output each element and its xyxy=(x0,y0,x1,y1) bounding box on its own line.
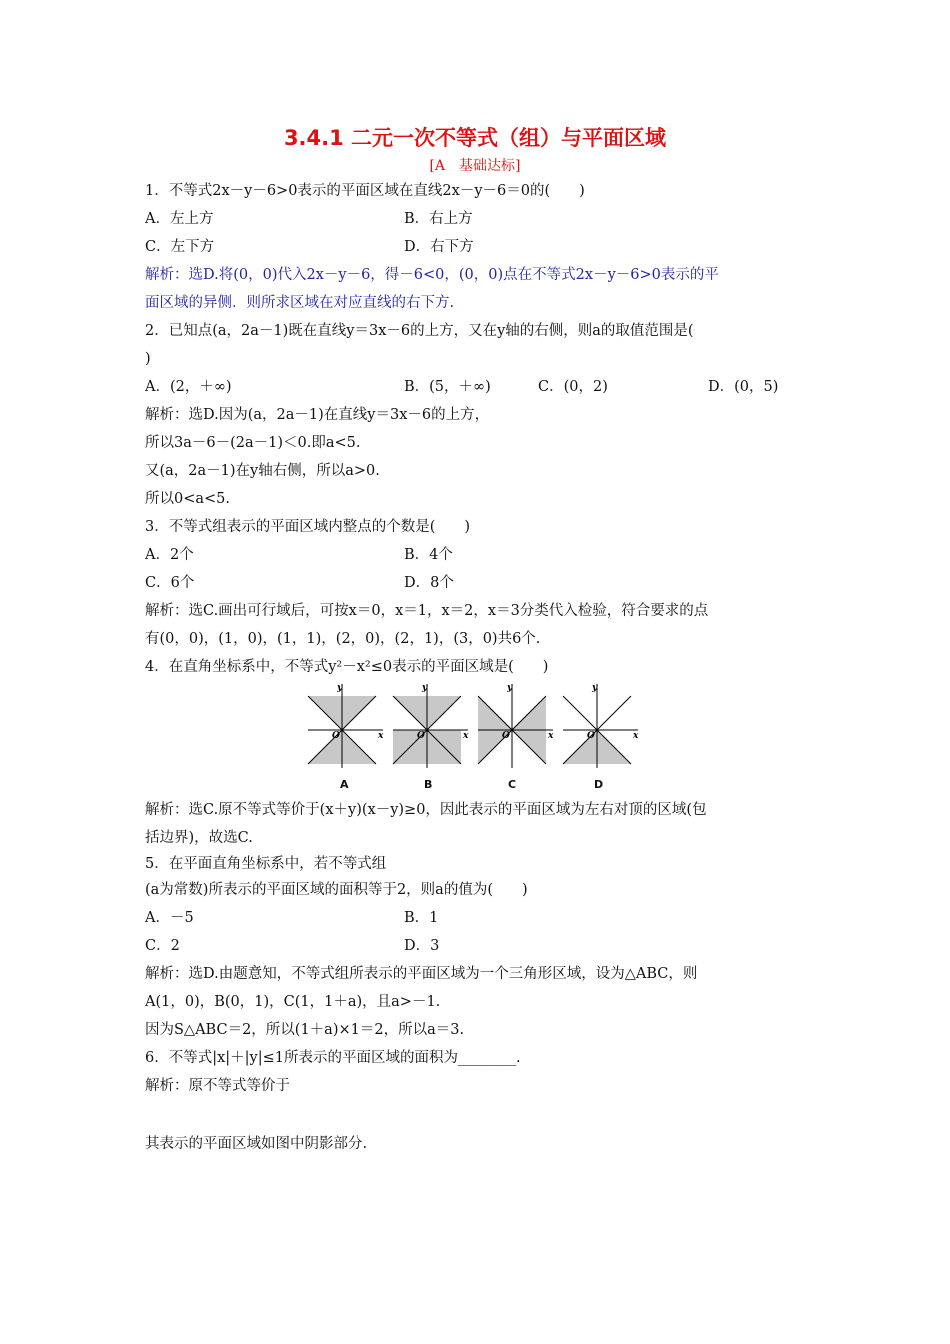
y-axis-label: y xyxy=(507,683,513,693)
q1-option-c: C．左下方 xyxy=(145,239,215,255)
q1-option-d: D．右下方 xyxy=(404,239,474,255)
q3-solution-line1: 解析：选C.画出可行域后，可按x＝0，x＝1，x＝2，x＝3分类代入检验，符合要求的点 xyxy=(145,603,709,619)
q1-option-b: B．右上方 xyxy=(404,211,473,227)
origin-label: O xyxy=(332,731,340,741)
q6-stem: 6．不等式|x|＋|y|≤1所表示的平面区域的面积为________. xyxy=(145,1050,521,1066)
q5-option-a: A．－5 xyxy=(145,910,194,926)
q3-option-b: B．4个 xyxy=(404,547,453,563)
y-axis-label: y xyxy=(592,683,598,693)
x-axis-label: x xyxy=(548,731,554,741)
q2-option-a: A．(2，＋∞) xyxy=(145,379,232,395)
q1-option-a: A．左上方 xyxy=(145,211,214,227)
y-axis-label: y xyxy=(337,683,343,693)
origin-label: O xyxy=(417,731,425,741)
x-axis-label: x xyxy=(463,731,469,741)
x-axis-label: x xyxy=(633,731,639,741)
q5-stem-line1: 5．在平面直角坐标系中，若不等式组 xyxy=(145,856,387,872)
q4-figure-c xyxy=(475,680,555,770)
q4-figure-c-label: C xyxy=(508,778,517,791)
q5-stem-line2: (a为常数)所表示的平面区域的面积等于2，则a的值为( ) xyxy=(145,882,528,898)
q5-option-d: D．3 xyxy=(404,938,440,954)
q2-solution-line2: 所以3a－6－(2a－1)＜0.即a<5. xyxy=(145,435,361,451)
q4-stem: 4．在直角坐标系中，不等式y²－x²≤0表示的平面区域是( ) xyxy=(145,659,549,675)
x-axis-label: x xyxy=(378,731,384,741)
section-subtitle: [A 基础达标] xyxy=(429,158,521,174)
q5-solution-line2: A(1，0)，B(0，1)，C(1，1＋a)，且a>－1. xyxy=(145,994,441,1010)
q4-figure-d-label: D xyxy=(594,778,604,791)
q2-stem-line2: ) xyxy=(145,351,151,367)
q1-solution-line1: 解析：选D.将(0，0)代入2x－y－6，得－6<0，(0，0)点在不等式2x－y－6>0表示的平 xyxy=(145,267,719,283)
q4-figure-b xyxy=(390,680,470,770)
q4-figure-d xyxy=(560,680,640,770)
q2-stem-line1: 2．已知点(a，2a－1)既在直线y＝3x－6的上方，又在y轴的右侧，则a的取值范围是( xyxy=(145,323,694,339)
q4-figure-a-label: A xyxy=(340,778,349,791)
q5-solution-line1: 解析：选D.由题意知，不等式组所表示的平面区域为一个三角形区域，设为△ABC，则 xyxy=(145,966,698,982)
y-axis-label: y xyxy=(422,683,428,693)
q5-option-c: C．2 xyxy=(145,938,180,954)
q5-solution-line3: 因为S△ABC＝2，所以(1＋a)×1＝2，所以a＝3. xyxy=(145,1022,465,1038)
q3-stem: 3．不等式组表示的平面区域内整点的个数是( ) xyxy=(145,519,471,535)
q3-option-d: D．8个 xyxy=(404,575,454,591)
q4-solution-line2: 括边界)，故选C. xyxy=(145,830,253,846)
origin-label: O xyxy=(587,731,595,741)
q4-solution-line1: 解析：选C.原不等式等价于(x＋y)(x－y)≥0，因此表示的平面区域为左右对顶的区域(包 xyxy=(145,802,707,818)
q2-option-d: D．(0，5) xyxy=(708,379,779,395)
q1-stem: 1．不等式2x－y－6>0表示的平面区域在直线2x－y－6＝0的( ) xyxy=(145,183,585,199)
q2-solution-line3: 又(a，2a－1)在y轴右侧，所以a>0. xyxy=(145,463,380,479)
q1-solution-line2: 面区域的异侧．则所求区域在对应直线的右下方. xyxy=(145,295,455,311)
q3-option-a: A．2个 xyxy=(145,547,194,563)
q4-figure-b-label: B xyxy=(424,778,433,791)
q2-option-b: B．(5，＋∞) xyxy=(404,379,491,395)
origin-label: O xyxy=(502,731,510,741)
q2-option-c: C．(0，2) xyxy=(538,379,608,395)
q2-solution-line1: 解析：选D.因为(a，2a－1)在直线y＝3x－6的上方， xyxy=(145,407,490,423)
q2-solution-line4: 所以0<a<5. xyxy=(145,491,231,507)
q4-figure-a xyxy=(305,680,385,770)
q6-solution-line1: 解析：原不等式等价于 xyxy=(145,1078,290,1094)
q3-solution-line2: 有(0，0)，(1，0)，(1，1)，(2，0)，(2，1)，(3，0)共6个. xyxy=(145,631,541,647)
q5-option-b: B．1 xyxy=(404,910,439,926)
page-title: 3.4.1 二元一次不等式（组）与平面区域 xyxy=(283,126,667,150)
q6-solution-line2: 其表示的平面区域如图中阴影部分. xyxy=(145,1136,368,1152)
q3-option-c: C．6个 xyxy=(145,575,195,591)
